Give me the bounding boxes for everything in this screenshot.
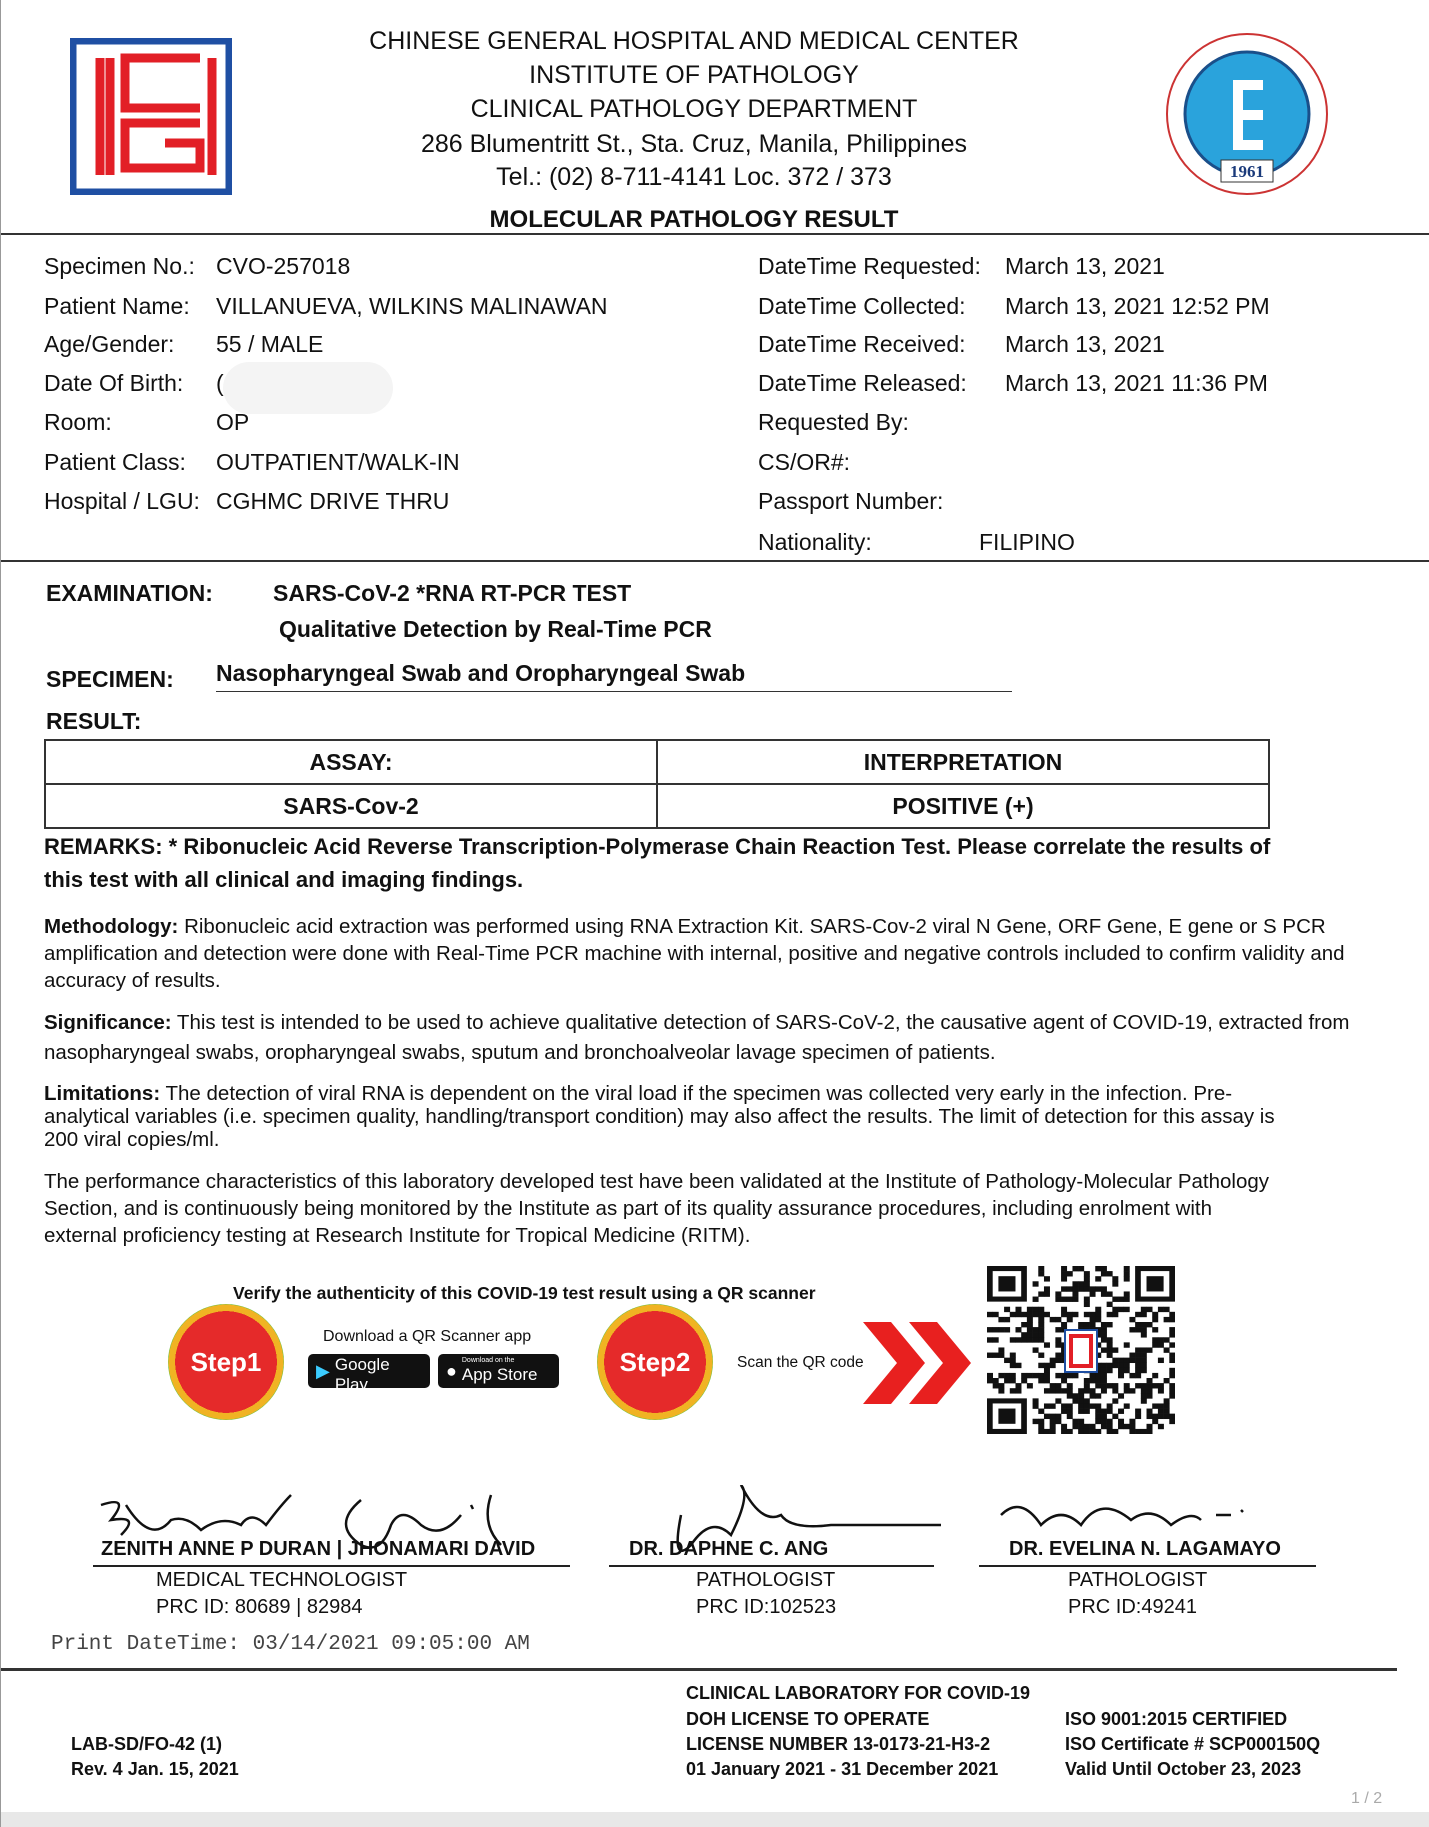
field-value: FILIPINO <box>979 529 1075 555</box>
field-label: Age/Gender: <box>44 331 175 357</box>
significance <box>44 1008 1374 1068</box>
apple-label: App Store <box>461 1365 538 1384</box>
print-datetime: Print DateTime: 03/14/2021 09:05:00 AM <box>51 1633 530 1656</box>
form-revision: Rev. 4 Jan. 15, 2021 <box>71 1759 239 1779</box>
header-interpretation: INTERPRETATION <box>657 740 1269 784</box>
qr-code[interactable] <box>987 1266 1175 1434</box>
performance-statement: The performance characteristics of this laboratory developed test have been validated at the Institute of Pathology-Molecular Pathology Section, and is continuously being monitored by the Institute as part of its quality assurance procedures, including enrolment with external proficiency testing at Research Institute for Tropical Medicine (RITM). <box>44 1170 1270 1247</box>
significance-text: This test is intended to be used to achieve qualitative detection of SARS-CoV-2, the causative agent of COVID-19, extracted from nasopharyngeal swabs, oropharyngeal swabs, sputum and bronchoalveolar lavage specimen of patients. <box>44 1011 1350 1064</box>
seal-year: 1961 <box>1230 162 1264 181</box>
result-table <box>44 739 1270 829</box>
field-label: Date Of Birth: <box>44 370 184 396</box>
signatory-prc: PRC ID:49241 <box>1068 1596 1197 1618</box>
limitations-text: The detection of viral RNA is dependent on the viral load if the specimen was collected very early in the infection. Pre-analytical variables (i.e. specimen quality, handling/transport condition) may also affect the results. The limit of detection for this assay is 200 viral copies/ml. <box>44 1082 1275 1151</box>
field-value: March 13, 2021 <box>1005 331 1165 357</box>
hospital-name: CHINESE GENERAL HOSPITAL AND MEDICAL CENTER <box>369 27 1019 55</box>
signatures <box>91 1485 1351 1575</box>
step2-badge: Step2 <box>597 1304 713 1420</box>
specimen-label: SPECIMEN: <box>46 666 174 692</box>
apple-icon: ● <box>446 1360 457 1381</box>
field-value: March 13, 2021 11:36 PM <box>1005 370 1268 396</box>
double-chevron-icon <box>863 1322 978 1404</box>
specimen-value: Nasopharyngeal Swab and Oropharyngeal Swab <box>216 660 746 686</box>
table-header-row <box>45 740 1269 784</box>
signatory-prc: PRC ID:102523 <box>696 1596 837 1618</box>
field-label: Specimen No.: <box>44 253 195 279</box>
field-value: OUTPATIENT/WALK-IN <box>216 449 460 475</box>
hospital-phone: Tel.: (02) 8-711-4141 Loc. 372 / 373 <box>496 163 892 191</box>
document-title: MOLECULAR PATHOLOGY RESULT <box>489 206 899 233</box>
field-label: CS/OR#: <box>758 449 851 475</box>
institute-name: INSTITUTE OF PATHOLOGY <box>529 61 859 89</box>
department-name: CLINICAL PATHOLOGY DEPARTMENT <box>470 95 918 123</box>
signatory-title: MEDICAL TECHNOLOGIST <box>156 1569 408 1591</box>
google-label: Google Play <box>334 1355 390 1394</box>
field-label: Patient Name: <box>44 293 190 319</box>
google-play-button[interactable] <box>308 1347 430 1394</box>
app-store-button[interactable] <box>438 1354 559 1388</box>
signatory-name: DR. DAPHNE C. ANG <box>629 1538 829 1560</box>
examination-method: Qualitative Detection by Real-Time PCR <box>279 616 712 642</box>
limitations <box>44 1082 1304 1151</box>
verify-title: Verify the authenticity of this COVID-19 test result using a QR scanner <box>233 1283 816 1303</box>
iso-line-1: ISO 9001:2015 CERTIFIED <box>1065 1709 1288 1729</box>
form-code: LAB-SD/FO-42 (1) <box>71 1734 223 1754</box>
apple-small: Download on the <box>461 1357 515 1364</box>
redaction-blur <box>223 362 393 414</box>
license-line-3: LICENSE NUMBER 13-0173-21-H3-2 <box>686 1734 991 1754</box>
signatory-title: PATHOLOGIST <box>696 1569 836 1591</box>
field-label: Room: <box>44 409 112 435</box>
page-number: 1 / 2 <box>1351 1790 1383 1807</box>
iso-line-3: Valid Until October 23, 2023 <box>1065 1759 1302 1779</box>
license-line-4: 01 January 2021 - 31 December 2021 <box>686 1759 999 1779</box>
play-icon: ▶ <box>316 1360 330 1381</box>
examination-label: EXAMINATION: <box>46 580 213 606</box>
field-value: CVO-257018 <box>216 253 351 279</box>
field-value: CGHMC DRIVE THRU <box>216 488 450 514</box>
assay-cell: SARS-Cov-2 <box>45 784 657 828</box>
iso-line-2: ISO Certificate # SCP000150Q <box>1065 1734 1321 1754</box>
signatory-title: PATHOLOGIST <box>1068 1569 1208 1591</box>
step1-text: Download a QR Scanner app <box>323 1328 532 1345</box>
field-value: March 13, 2021 12:52 PM <box>1005 293 1270 319</box>
license-line-2: DOH LICENSE TO OPERATE <box>686 1709 930 1729</box>
step2-text: Scan the QR code <box>737 1354 864 1371</box>
remarks: REMARKS: * Ribonucleic Acid Reverse Transcription-Polymerase Chain Reaction Test. Please correlate the results of this test with all clinical and imaging findings. <box>44 834 1271 892</box>
field-label: DateTime Requested: <box>758 253 981 279</box>
interpretation-cell: POSITIVE (+) <box>657 784 1269 828</box>
signatory-prc: PRC ID: 80689 | 82984 <box>156 1596 363 1618</box>
methodology-text: Ribonucleic acid extraction was performed using RNA Extraction Kit. SARS-Cov-2 viral N Gene, ORF Gene, E gene or S PCR amplification and detection were done with Real-Time PCR machine with internal, positive and negative controls included to confirm validity and accuracy of results. <box>44 915 1345 992</box>
field-label: Nationality: <box>758 529 872 555</box>
field-value: VILLANUEVA, WILKINS MALINAWAN <box>216 293 608 319</box>
field-value: 55 / MALE <box>216 331 324 357</box>
field-label: Hospital / LGU: <box>44 488 200 514</box>
header-assay: ASSAY: <box>45 740 657 784</box>
step1-badge: Step1 <box>168 1304 284 1420</box>
field-label: Requested By: <box>758 409 909 435</box>
field-label: DateTime Received: <box>758 331 966 357</box>
field-label: DateTime Collected: <box>758 293 966 319</box>
field-value: March 13, 2021 <box>1005 253 1165 279</box>
field-label: DateTime Released: <box>758 370 967 396</box>
signatory-name: ZENITH ANNE P DURAN | JHONAMARI DAVID <box>101 1538 536 1560</box>
field-label: Passport Number: <box>758 488 944 514</box>
methodology <box>44 913 1374 994</box>
significance-label: Significance: <box>44 1011 172 1034</box>
examination-value: SARS-CoV-2 *RNA RT-PCR TEST <box>273 580 632 606</box>
methodology-label: Methodology: <box>44 915 179 938</box>
result-label: RESULT: <box>46 708 142 734</box>
page-bottom-bar <box>1 1812 1429 1827</box>
hospital-address: 286 Blumentritt St., Sta. Cruz, Manila, Philippines <box>420 130 968 158</box>
field-value: ( <box>216 370 224 396</box>
limitations-label: Limitations: <box>44 1082 161 1105</box>
license-line-1: CLINICAL LABORATORY FOR COVID-19 <box>686 1683 1031 1703</box>
field-label: Patient Class: <box>44 449 186 475</box>
table-row <box>45 784 1269 828</box>
google-small: GET IT ON <box>334 1347 370 1354</box>
field-value: OP <box>216 409 250 435</box>
signatory-name: DR. EVELINA N. LAGAMAYO <box>1009 1538 1281 1560</box>
